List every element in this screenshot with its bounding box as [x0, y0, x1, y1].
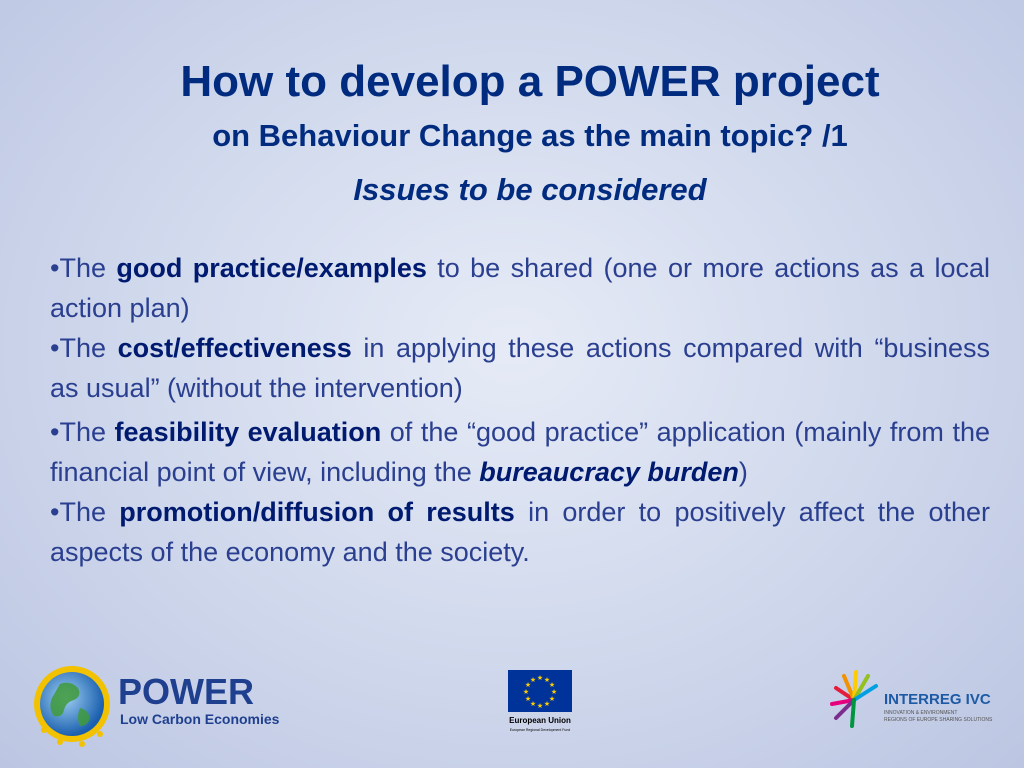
- svg-text:European Union: European Union: [509, 716, 571, 725]
- svg-text:★: ★: [550, 688, 558, 696]
- slide-subtitle: on Behaviour Change as the main topic? /1: [212, 118, 848, 153]
- slide-issues-heading: Issues to be considered: [353, 172, 707, 207]
- power-logo: [30, 660, 290, 750]
- svg-text:★: ★: [524, 695, 532, 703]
- svg-text:REGIONS OF EUROPE SHARING SOLU: REGIONS OF EUROPE SHARING SOLUTIONS: [884, 717, 993, 723]
- slide-title: How to develop a POWER project: [180, 57, 880, 106]
- svg-text:★: ★: [536, 674, 544, 682]
- svg-text:POWER: POWER: [118, 671, 255, 712]
- svg-text:INTERREG IVC: INTERREG IVC: [884, 691, 991, 708]
- svg-text:★: ★: [548, 695, 556, 703]
- bullet-item: •The good practice/examples to be shared (one or more actions as a local action plan): [50, 253, 990, 323]
- eu-flag-logo: [506, 668, 574, 736]
- svg-text:★: ★: [524, 681, 532, 689]
- bullet-item: •The cost/effectiveness in applying these actions compared with “business as usual” (without the intervention): [50, 333, 990, 403]
- svg-text:★: ★: [522, 688, 530, 696]
- svg-text:Low Carbon Economies: Low Carbon Economies: [120, 711, 280, 727]
- bullet-item: •The promotion/diffusion of results in order to positively affect the other aspects of the economy and the society.: [50, 497, 990, 567]
- bullet-list: [50, 248, 990, 572]
- bullet-item: •The feasibility evaluation of the “good practice” application (mainly from the financial point of view, including the bureaucracy burden): [50, 417, 990, 487]
- svg-text:★: ★: [536, 702, 544, 710]
- svg-text:INNOVATION & ENVIRONMENT: INNOVATION & ENVIRONMENT: [884, 710, 958, 716]
- svg-text:★: ★: [548, 681, 556, 689]
- svg-text:★: ★: [529, 676, 537, 684]
- interreg-logo: [826, 666, 996, 734]
- svg-text:★: ★: [543, 700, 551, 708]
- svg-text:European Regional Development: European Regional Development Fund: [509, 728, 571, 732]
- svg-text:★: ★: [529, 700, 537, 708]
- svg-text:★: ★: [543, 676, 551, 684]
